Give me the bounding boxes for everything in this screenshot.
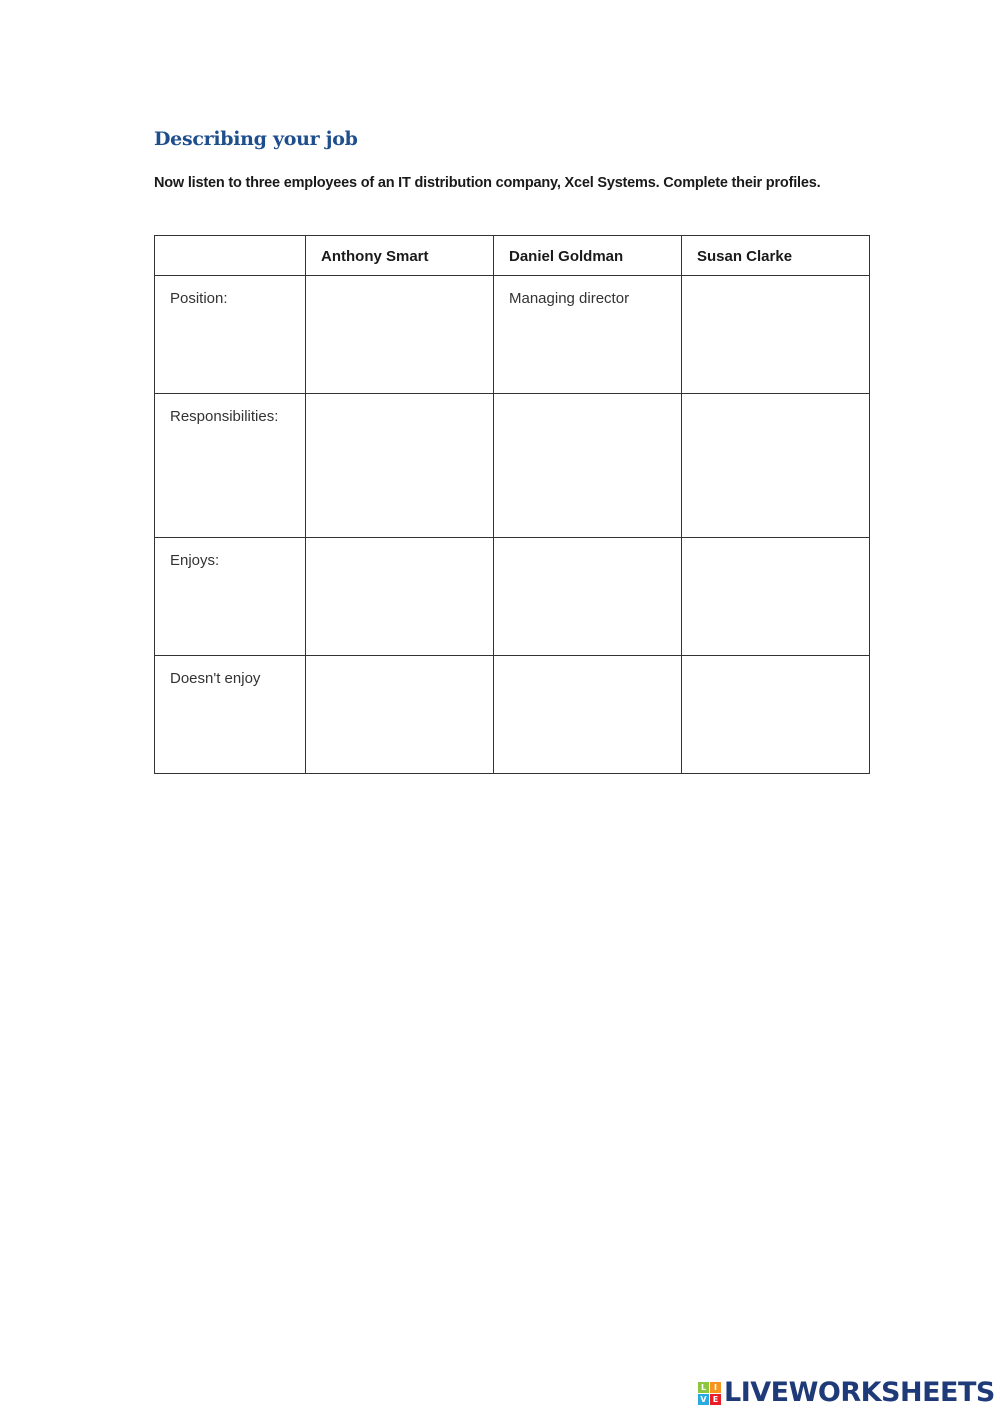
answer-cell-doesnt-enjoy-anthony[interactable] <box>306 656 494 774</box>
row-label-responsibilities: Responsibilities: <box>155 394 306 538</box>
answer-cell-responsibilities-anthony[interactable] <box>306 394 494 538</box>
answer-cell-position-daniel: Managing director <box>494 276 682 394</box>
table-row-position <box>155 276 870 394</box>
profile-table <box>154 235 870 774</box>
column-header-daniel-goldman: Daniel Goldman <box>494 236 682 276</box>
logo-mark-letter-e: E <box>710 1394 721 1405</box>
logo-mark-letter-v: V <box>698 1394 709 1405</box>
logo-mark-letter-l: L <box>698 1382 709 1393</box>
answer-cell-position-susan[interactable] <box>682 276 870 394</box>
liveworksheets-logo-text: LIVEWORKSHEETS <box>724 1377 995 1408</box>
answer-cell-enjoys-susan[interactable] <box>682 538 870 656</box>
answer-cell-responsibilities-daniel[interactable] <box>494 394 682 538</box>
answer-cell-position-anthony[interactable] <box>306 276 494 394</box>
answer-cell-enjoys-anthony[interactable] <box>306 538 494 656</box>
row-label-position: Position: <box>155 276 306 394</box>
table-corner-cell <box>155 236 306 276</box>
table-header-row <box>155 236 870 276</box>
row-label-doesnt-enjoy: Doesn't enjoy <box>155 656 306 774</box>
logo-mark-letter-i: I <box>710 1382 721 1393</box>
answer-cell-responsibilities-susan[interactable] <box>682 394 870 538</box>
row-label-enjoys: Enjoys: <box>155 538 306 656</box>
answer-cell-doesnt-enjoy-daniel[interactable] <box>494 656 682 774</box>
table-row-enjoys <box>155 538 870 656</box>
answer-cell-doesnt-enjoy-susan[interactable] <box>682 656 870 774</box>
column-header-susan-clarke: Susan Clarke <box>682 236 870 276</box>
liveworksheets-logo-icon <box>698 1382 721 1405</box>
answer-cell-enjoys-daniel[interactable] <box>494 538 682 656</box>
worksheet-instruction: Now listen to three employees of an IT distribution company, Xcel Systems. Complete their profiles. <box>154 175 821 191</box>
table-row-doesnt-enjoy <box>155 656 870 774</box>
table-row-responsibilities <box>155 394 870 538</box>
column-header-anthony-smart: Anthony Smart <box>306 236 494 276</box>
liveworksheets-logo <box>698 1378 995 1408</box>
worksheet-title: Describing your job <box>154 128 358 150</box>
